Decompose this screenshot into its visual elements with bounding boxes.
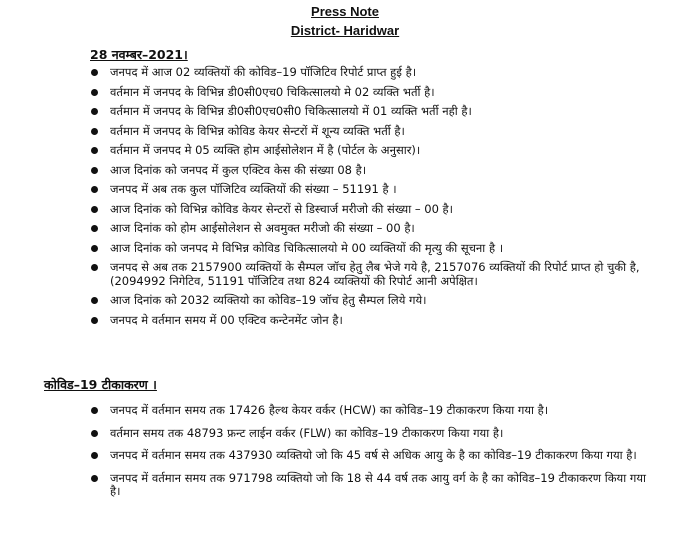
list-item: जनपद में वर्तमान समय तक 17426 हैल्थ केयर वर्कर (HCW) का कोविड–19 टीकाकरण किया गया है। — [86, 404, 646, 418]
district-title: District- Haridwar — [290, 23, 400, 38]
list-item: आज दिनांक को होम आईसोलेशन से अवमुक्त मरीजो की संख्या – 00 है। — [86, 222, 646, 236]
bulletin-list — [86, 66, 646, 333]
list-item: आज दिनांक को जनपद मे विभिन्न कोविड चिकित्सालयो मे 00 व्यक्तियों की मृत्यु की सूचना है । — [86, 242, 646, 256]
list-item: वर्तमान में जनपद मे 05 व्यक्ति होम आईसोलेशन में है (पोर्टल के अनुसार)। — [86, 144, 646, 158]
list-item: जनपद मे वर्तमान समय में 00 एक्टिव कन्टेनमेंट जोन है। — [86, 314, 646, 328]
date-heading: 28 नवम्बर–2021। — [90, 47, 188, 62]
list-item: वर्तमान में जनपद के विभिन्न डी0सी0एच0 चिकित्सालयो मे 02 व्यक्ति भर्ती है। — [86, 86, 646, 100]
list-item: जनपद में आज 02 व्यक्तियों की कोविड–19 पॉजिटिव रिपोर्ट प्राप्त हुई है। — [86, 66, 646, 80]
list-item: जनपद में वर्तमान समय तक 437930 व्यक्तियो जो कि 45 वर्ष से अधिक आयु के है का कोविड–19 टीकाकरण किया गया है। — [86, 449, 646, 463]
list-item: आज दिनांक को विभिन्न कोविड केयर सेन्टरों से डिस्चार्ज मरीजो की संख्या – 00 है। — [86, 203, 646, 217]
list-item: आज दिनांक को 2032 व्यक्तियो का कोविड–19 जॉच हेतु सैम्पल लिये गये। — [86, 294, 646, 308]
list-item: आज दिनांक को जनपद में कुल एक्टिव केस की संख्या 08 है। — [86, 164, 646, 178]
list-item: जनपद में अब तक कुल पॉजिटिव व्यक्तियों की संख्या – 51191 है । — [86, 183, 646, 197]
vaccination-list — [86, 404, 646, 508]
vaccination-heading: कोविड–19 टीकाकरण । — [44, 377, 157, 392]
list-item: जनपद में वर्तमान समय तक 971798 व्यक्तियो जो कि 18 से 44 वर्ष तक आयु वर्ग के है का कोविड–19 टीकाकरण किया गया है। — [86, 472, 646, 499]
list-item: वर्तमान समय तक 48793 फ्रन्ट लाईन वर्कर (FLW) का कोविड–19 टीकाकरण किया गया है। — [86, 427, 646, 441]
list-item: वर्तमान में जनपद के विभिन्न डी0सी0एच0सी0 चिकित्सालयो में 01 व्यक्ति भर्ती नही है। — [86, 105, 646, 119]
list-item: वर्तमान में जनपद के विभिन्न कोविड केयर सेन्टरों में शून्य व्यक्ति भर्ती है। — [86, 125, 646, 139]
list-item: जनपद से अब तक 2157900 व्यक्तियों के सैम्पल जॉच हेतु लैब भेजे गये है, 2157076 व्यक्तियों की रिपोर्ट प्राप्त हो चुकी है, (2094992 निगेटिव, 51191 पॉजिटिव तथा 824 व्यक्तियों की रिपोर्ट आनी अपेक्षित। — [86, 261, 646, 288]
press-note-title: Press Note — [311, 4, 379, 19]
